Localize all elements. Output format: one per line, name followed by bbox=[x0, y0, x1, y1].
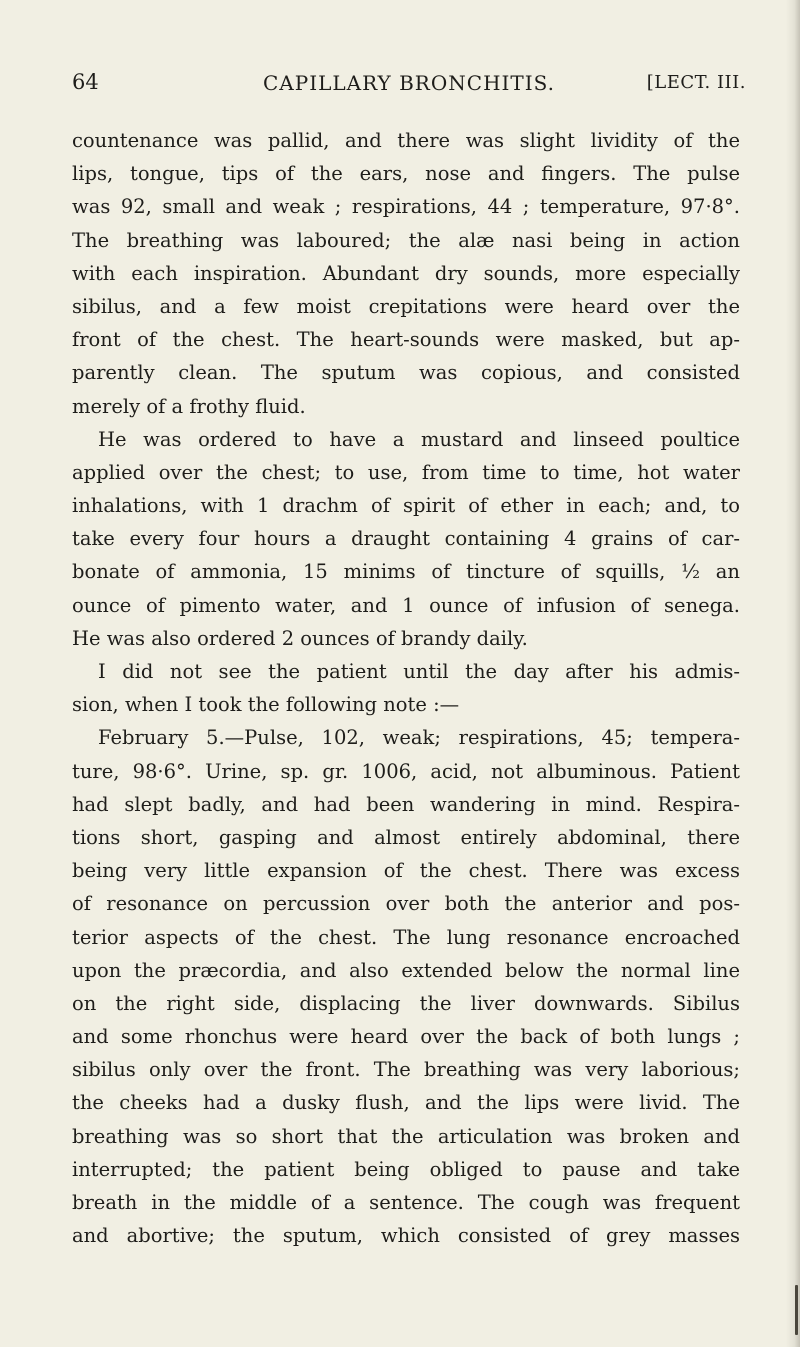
text-line: I did not see the patient until the day after his admis- bbox=[98, 660, 740, 683]
text-line: the cheeks had a dusky flush, and the lips were livid. The bbox=[72, 1091, 740, 1115]
page-edge-mark bbox=[795, 1285, 798, 1335]
paragraph-february-note bbox=[72, 721, 740, 1252]
text-line: He was also ordered 2 ounces of brandy daily. bbox=[72, 626, 528, 650]
running-title: CAPILLARY BRONCHITIS. bbox=[263, 71, 555, 95]
text-line: breathing was so short that the articulation was broken and bbox=[72, 1124, 740, 1148]
paragraph-treatment bbox=[72, 423, 740, 655]
text-line: of resonance on percussion over both the anterior and pos- bbox=[72, 892, 740, 916]
text-line: tions short, gasping and almost entirely abdominal, there bbox=[72, 825, 740, 849]
text-line: and some rhonchus were heard over the back of both lungs ; bbox=[72, 1025, 740, 1049]
text-line: on the right side, displacing the liver downwards. Sibilus bbox=[72, 991, 740, 1015]
text-line: ounce of pimento water, and 1 ounce of infusion of senega. bbox=[72, 593, 740, 617]
text-line: February 5.—Pulse, 102, weak; respirations, 45; tempera- bbox=[98, 726, 740, 750]
text-line: applied over the chest; to use, from time to time, hot water bbox=[72, 460, 740, 484]
text-line: with each inspiration. Abundant dry sounds, more especially bbox=[72, 261, 740, 285]
running-head bbox=[72, 66, 746, 106]
text-line: upon the præcordia, and also extended below the normal line bbox=[72, 958, 740, 982]
text-line: and abortive; the sputum, which consisted of grey masses bbox=[72, 1224, 740, 1248]
text-line: sibilus, and a few moist crepitations were heard over the bbox=[72, 294, 740, 318]
text-line: ture, 98·6°. Urine, sp. gr. 1006, acid, not albuminous. Patient bbox=[72, 759, 740, 783]
text-line: terior aspects of the chest. The lung resonance encroached bbox=[72, 925, 740, 949]
text-line: was 92, small and weak ; respirations, 44 ; temperature, 97·8°. bbox=[72, 195, 740, 219]
text-line: lips, tongue, tips of the ears, nose and fingers. The pulse bbox=[72, 162, 740, 186]
text-line: sibilus only over the front. The breathing was very laborious; bbox=[72, 1058, 740, 1082]
text-line: interrupted; the patient being obliged to pause and take bbox=[72, 1157, 740, 1181]
text-line: parently clean. The sputum was copious, and consisted bbox=[72, 361, 740, 385]
paragraph-case-findings bbox=[72, 124, 740, 423]
paragraph-note-intro bbox=[72, 655, 740, 721]
text-line: inhalations, with 1 drachm of spirit of ether in each; and, to bbox=[72, 494, 740, 518]
text-line: had slept badly, and had been wandering in mind. Respira- bbox=[72, 792, 740, 816]
page-number: 64 bbox=[72, 70, 99, 94]
text-line: breath in the middle of a sentence. The cough was frequent bbox=[72, 1191, 740, 1214]
text-line: being very little expansion of the chest. There was excess bbox=[72, 859, 740, 883]
page-edge-shadow bbox=[786, 0, 800, 1347]
body-text bbox=[72, 124, 740, 1252]
text-line: bonate of ammonia, 15 minims of tincture of squills, ½ an bbox=[72, 560, 740, 584]
text-line: He was ordered to have a mustard and linseed poultice bbox=[98, 427, 740, 451]
text-line: sion, when I took the following note :— bbox=[72, 693, 460, 717]
text-line: merely of a frothy fluid. bbox=[72, 394, 306, 418]
text-line: countenance was pallid, and there was slight lividity of the bbox=[72, 129, 740, 152]
text-line: The breathing was laboured; the alæ nasi being in action bbox=[72, 228, 740, 252]
text-line: take every four hours a draught containing 4 grains of car- bbox=[72, 527, 740, 551]
lecture-label: [LECT. III. bbox=[646, 72, 746, 93]
text-line: front of the chest. The heart-sounds were masked, but ap- bbox=[72, 328, 740, 352]
